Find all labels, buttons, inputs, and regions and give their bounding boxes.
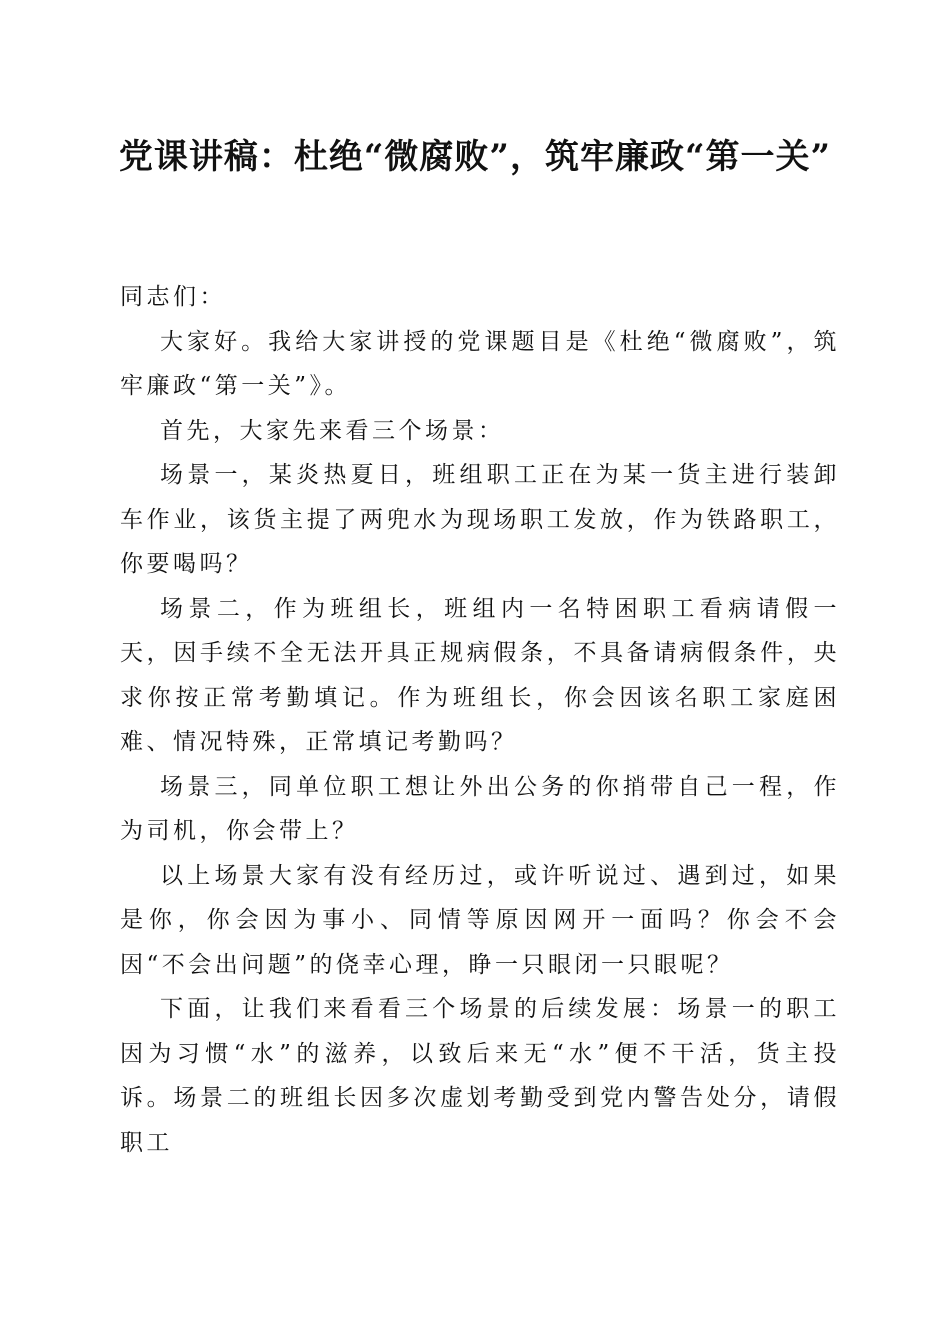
paragraph-scene-three: 场景三，同单位职工想让外出公务的你捎带自己一程，作为司机，你会带上？ [120, 773, 840, 844]
paragraph-scenes-lead: 首先，大家先来看三个场景： [160, 417, 505, 444]
paragraph-follow-up: 下面，让我们来看看三个场景的后续发展：场景一的职工因为习惯“水”的滋养，以致后来无“水”便不干活，货主投诉。场景二的班组长因多次虚划考勤受到党内警告处分，请假职工 [120, 996, 840, 1156]
paragraph-reflection: 以上场景大家有没有经历过，或许听说过、遇到过，如果是你，你会因为事小、同情等原因网开一面吗？你会不会因“不会出问题”的侥幸心理，睁一只眼闭一只眼呢？ [120, 862, 840, 978]
document-title: 党课讲稿：杜绝“微腐败”，筑牢廉政“第一关” [118, 137, 832, 177]
paragraph-intro: 大家好。我给大家讲授的党课题目是《杜绝“微腐败”，筑牢廉政“第一关”》。 [120, 328, 840, 399]
salutation: 同志们： [120, 284, 226, 310]
paragraph-scene-two: 场景二，作为班组长，班组内一名特困职工看病请假一天，因手续不全无法开具正规病假条，不具备请病假条件，央求你按正常考勤填记。作为班组长，你会因该名职工家庭困难、情况特殊，正常填记考勤吗？ [120, 595, 840, 755]
paragraph-scene-one: 场景一，某炎热夏日，班组职工正在为某一货主进行装卸车作业，该货主提了两兜水为现场职工发放，作为铁路职工，你要喝吗？ [120, 462, 840, 577]
document-body [120, 275, 840, 1165]
